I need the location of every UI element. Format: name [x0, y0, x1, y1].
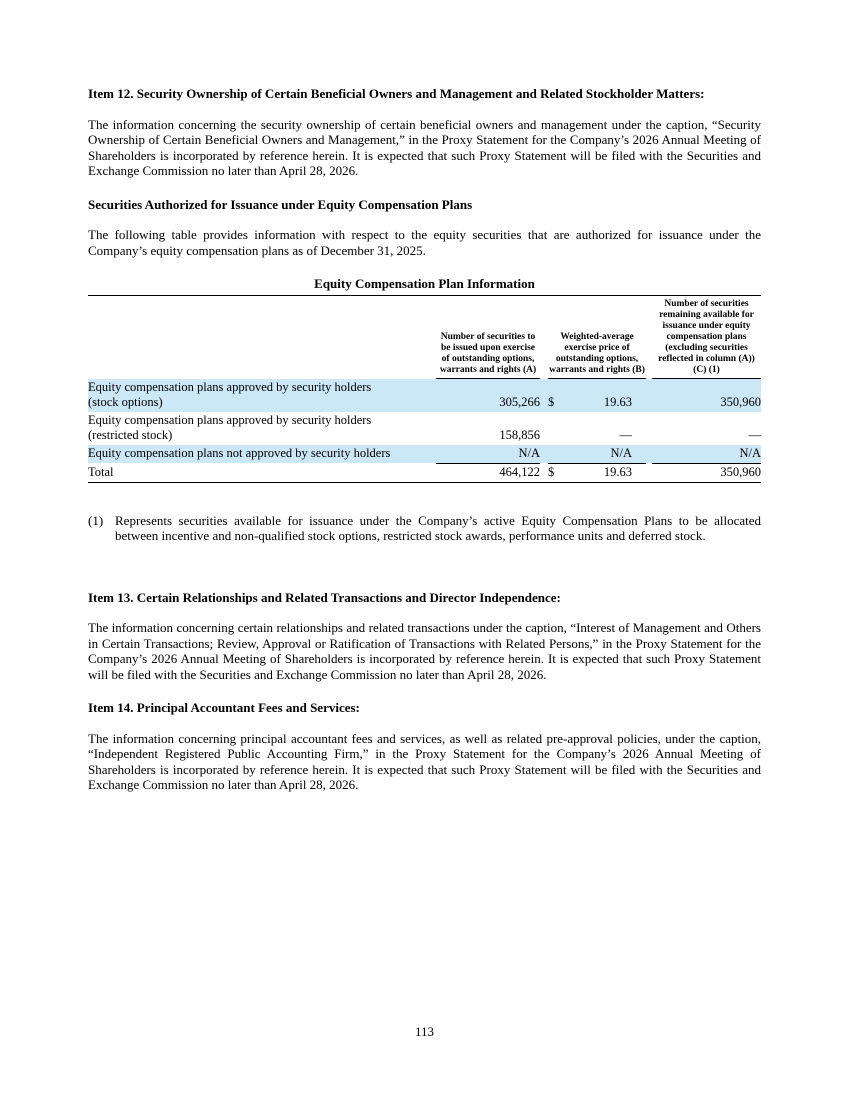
cell-col-a: 464,122: [436, 463, 540, 482]
cell-col-c: 350,960: [652, 379, 761, 412]
footnote-1: [88, 513, 761, 544]
gap-cell: [540, 412, 548, 445]
header-col-b: Weighted-average exercise price of outstanding options, warrants and rights (B): [548, 296, 646, 379]
table-row-not-approved: [88, 445, 761, 464]
row-label: Equity compensation plans approved by security holders (restricted stock): [88, 412, 372, 442]
table-title: Equity Compensation Plan Information: [314, 276, 535, 292]
gap-cell: [540, 379, 548, 412]
currency-symbol: $: [548, 464, 555, 479]
cell-col-a: N/A: [436, 445, 540, 464]
cell-col-c: —: [748, 427, 761, 442]
header-col-c: Number of securities remaining available for issuance under equity compensation plans (excluding securities reflected in column (A)) (C) (1): [652, 296, 761, 379]
currency-symbol: $: [548, 394, 555, 409]
gap-cell: [540, 445, 548, 464]
footnote-text: Represents securities available for issuance under the Company’s active Equity Compensation Plans to be allocated between incentive and non-qualified stock options, restricted stock awards, performance units and deferred stock.: [115, 512, 761, 544]
gap-cell: [540, 463, 548, 482]
item13-heading: Item 13. Certain Relationships and Related Transactions and Director Independence:: [88, 589, 561, 605]
cell-col-a: 305,266: [436, 379, 540, 412]
header-gap-1: [540, 296, 548, 379]
table-header-row: [88, 296, 761, 379]
table-row-restricted-stock: [88, 412, 761, 445]
cell-col-b: $ 19.63: [548, 463, 646, 482]
row-label: Equity compensation plans not approved by security holders: [88, 445, 436, 464]
equity-section-heading: Securities Authorized for Issuance under Equity Compensation Plans: [88, 196, 473, 212]
item12-paragraph: The information concerning the security ownership of certain beneficial owners and management under the caption, “Security Ownership of Certain Beneficial Owners and Management,” in the Proxy Statement for the Company’s 2026 Annual Meeting of Shareholders is incorporated by reference herein. It is expected that such Proxy Statement will be filed with the Securities and Exchange Commission no later than April 28, 2026.: [88, 116, 761, 179]
item13-paragraph: The information concerning certain relationships and related transactions under the caption, “Interest of Management and Others in Certain Transactions; Review, Approval or Ratification of Transactions with Related Persons,” in the Proxy Statement for the Company’s 2026 Annual Meeting of Shareholders is incorporated by reference herein. It is expected that such Proxy Statement will be filed with the Securities and Exchange Commission no later than April 28, 2026.: [88, 620, 761, 682]
cell-col-b: —: [619, 427, 632, 442]
item14-heading: Item 14. Principal Accountant Fees and Services:: [88, 700, 360, 716]
page-number: 113: [414, 1024, 435, 1039]
item12-heading: Item 12. Security Ownership of Certain Beneficial Owners and Management and Related Stockholder Matters:: [88, 86, 705, 101]
footnote-marker: (1): [88, 512, 104, 528]
cell-col-c: N/A: [652, 445, 761, 464]
row-label: Equity compensation plans approved by security holders (stock options): [88, 379, 436, 412]
header-col-a: Number of securities to be issued upon exercise of outstanding options, warrants and rights (A): [436, 296, 540, 379]
row-label: Total: [88, 463, 436, 482]
cell-col-c: 350,960: [652, 463, 761, 482]
equity-compensation-table: [88, 295, 761, 483]
table-row-stock-options: [88, 379, 761, 412]
table-row-total: [88, 463, 761, 482]
cell-col-b: $ 19.63: [548, 379, 646, 412]
header-label-column: [88, 296, 436, 379]
cell-col-a: 158,856: [499, 427, 540, 442]
equity-section-paragraph: The following table provides information with respect to the equity securities that are authorized for issuance under the Company’s equity compensation plans as of December 31, 2025.: [88, 227, 761, 258]
cell-col-b: N/A: [548, 445, 646, 464]
item14-paragraph: The information concerning principal accountant fees and services, as well as related pre-approval policies, under the caption, “Independent Registered Public Accounting Firm,” in the Proxy Statement for the Company’s 2026 Annual Meeting of Shareholders is incorporated by reference herein. It is expected that such Proxy Statement will be filed with the Securities and Exchange Commission no later than April 28, 2026.: [88, 730, 761, 793]
